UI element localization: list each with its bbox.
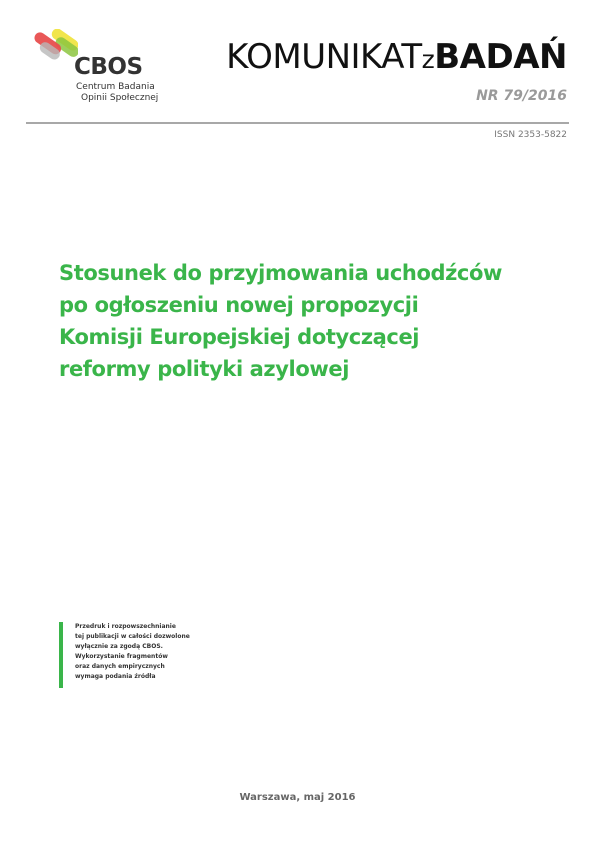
logo-wordmark: CBOS — [74, 54, 143, 80]
copyright-note-line: wyłącznie za zgodą CBOS. — [75, 643, 163, 650]
copyright-note-line: Przedruk i rozpowszechnianie — [75, 623, 176, 630]
place-and-date: Warszawa, maj 2016 — [239, 792, 356, 803]
copyright-note-accent-bar — [59, 622, 63, 688]
copyright-note-line: oraz danych empirycznych — [75, 663, 165, 670]
series-komunikat: KOMUNIKAT — [226, 37, 422, 77]
report-title-line: Komisji Europejskiej dotyczącej — [59, 325, 420, 349]
report-title-line: po ogłoszeniu nowej propozycji — [59, 293, 419, 317]
issue-number: NR 79/2016 — [476, 88, 567, 104]
copyright-note-line: tej publikacji w całości dozwolone — [75, 633, 190, 640]
issn: ISSN 2353-5822 — [494, 130, 567, 140]
cbos-logo-icon — [26, 29, 78, 77]
publication-series-title — [226, 37, 567, 77]
cbos-logo — [26, 29, 186, 109]
series-badan: BADAŃ — [434, 37, 567, 77]
report-title — [59, 257, 539, 385]
copyright-note — [75, 622, 225, 682]
logo-subtitle-line2: Opinii Społecznej — [81, 93, 159, 103]
report-title-line: Stosunek do przyjmowania uchodźców — [59, 261, 502, 285]
series-z: z — [421, 45, 435, 74]
header-divider — [26, 122, 569, 124]
copyright-note-line: wymaga podania źródła — [75, 673, 156, 680]
copyright-note-line: Wykorzystanie fragmentów — [75, 653, 168, 660]
report-title-line: reformy polityki azylowej — [59, 357, 350, 381]
logo-subtitle-line1: Centrum Badania — [76, 82, 155, 92]
